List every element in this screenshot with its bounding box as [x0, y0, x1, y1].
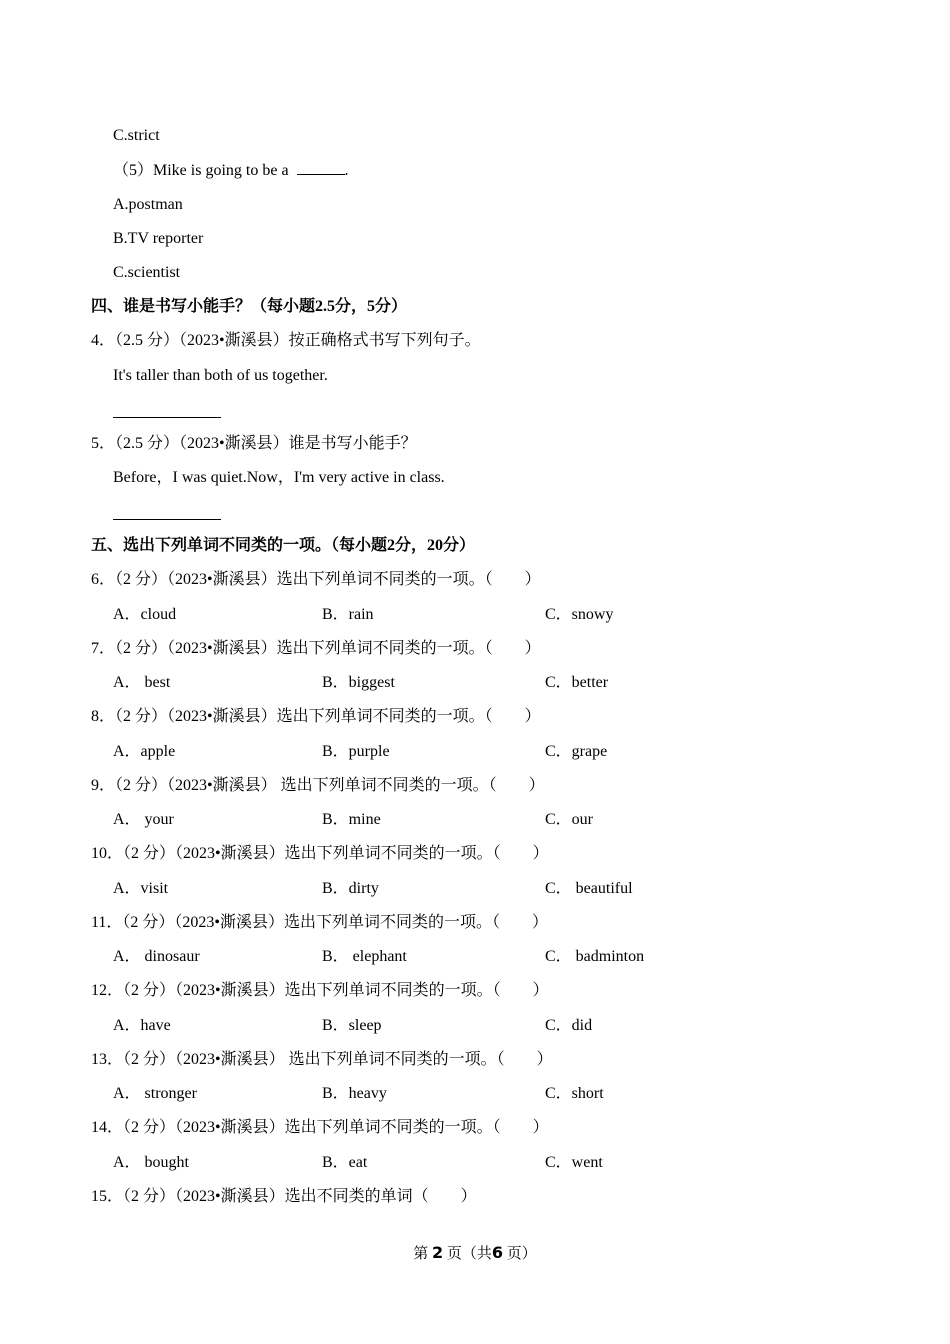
- question-5-sentence: Before，I was quiet.Now，I'm very active in class.: [113, 469, 445, 486]
- question-11-header: 11．（2 分）（2023•澌溪县）选出下列单词不同类的一项。（ ）: [91, 914, 549, 931]
- section-4-title: 四、谁是书写小能手？（每小题2.5分，5分）: [91, 298, 408, 315]
- option-b: B．mine: [322, 811, 381, 828]
- sub-question-5-option-c: C.scientist: [113, 264, 181, 281]
- sub-question-5-option-a: A.postman: [113, 196, 183, 213]
- current-page-number: 2: [431, 1243, 444, 1262]
- footer-prefix: 第: [413, 1246, 429, 1262]
- option-a: A．apple: [113, 743, 176, 760]
- question-5-answer-line: [113, 519, 221, 520]
- option-b: B．dirty: [322, 880, 379, 897]
- sub-question-5-text: （5）Mike is going to be a: [113, 162, 289, 179]
- q4-option-c-line: C.strict: [113, 127, 160, 144]
- question-15-header: 15．（2 分）（2023•澌溪县）选出不同类的单词（ ）: [91, 1188, 477, 1205]
- option-a: A． best: [113, 674, 171, 691]
- option-a: A． bought: [113, 1154, 190, 1171]
- question-7-header: 7．（2 分）（2023•澌溪县）选出下列单词不同类的一项。（ ）: [91, 640, 541, 657]
- option-a: A． your: [113, 811, 174, 828]
- option-c: C．better: [545, 674, 609, 691]
- option-c: C．went: [545, 1154, 603, 1171]
- option-c: C．short: [545, 1085, 604, 1102]
- question-6-header: 6．（2 分）（2023•澌溪县）选出下列单词不同类的一项。（ ）: [91, 571, 541, 588]
- footer-suffix: 页）: [506, 1246, 537, 1262]
- option-a: A．visit: [113, 880, 169, 897]
- option-b: B．rain: [322, 606, 374, 623]
- question-9-header: 9．（2 分）（2023•澌溪县） 选出下列单词不同类的一项。（ ）: [91, 777, 545, 794]
- question-10-header: 10．（2 分）（2023•澌溪县）选出下列单词不同类的一项。（ ）: [91, 845, 549, 862]
- option-b: B． elephant: [322, 948, 407, 965]
- answer-blank: [297, 160, 345, 175]
- question-4-header: 4．（2.5 分）（2023•澌溪县）按正确格式书写下列句子。: [91, 332, 481, 349]
- sub-question-5-end: .: [344, 162, 349, 179]
- question-12-header: 12．（2 分）（2023•澌溪县）选出下列单词不同类的一项。（ ）: [91, 982, 549, 999]
- option-b: B．sleep: [322, 1017, 382, 1034]
- option-c: C． beautiful: [545, 880, 633, 897]
- option-b: B．purple: [322, 743, 390, 760]
- option-c: C． badminton: [545, 948, 645, 965]
- total-pages: 6: [491, 1243, 504, 1262]
- option-a: A．have: [113, 1017, 171, 1034]
- question-5-header: 5．（2.5 分）（2023•澌溪县）谁是书写小能手？: [91, 435, 417, 452]
- option-b: B．biggest: [322, 674, 395, 691]
- footer-middle: 页（共: [446, 1246, 492, 1262]
- sub-question-5: [113, 160, 349, 181]
- option-a: A． dinosaur: [113, 948, 200, 965]
- option-b: B．eat: [322, 1154, 368, 1171]
- section-5-title: 五、选出下列单词不同类的一项。（每小题2分，20分）: [91, 537, 476, 554]
- page-footer: [0, 1243, 950, 1264]
- question-13-header: 13．（2 分）（2023•澌溪县） 选出下列单词不同类的一项。（ ）: [91, 1051, 553, 1068]
- option-a: A．cloud: [113, 606, 177, 623]
- option-c: C．snowy: [545, 606, 614, 623]
- question-4-answer-line: [113, 417, 221, 418]
- option-b: B．heavy: [322, 1085, 387, 1102]
- question-8-header: 8．（2 分）（2023•澌溪县）选出下列单词不同类的一项。（ ）: [91, 708, 541, 725]
- option-c: C．our: [545, 811, 594, 828]
- option-c: C．did: [545, 1017, 593, 1034]
- option-a: A． stronger: [113, 1085, 197, 1102]
- question-14-header: 14．（2 分）（2023•澌溪县）选出下列单词不同类的一项。（ ）: [91, 1119, 549, 1136]
- option-c: C．grape: [545, 743, 608, 760]
- question-4-sentence: It's taller than both of us together.: [113, 367, 328, 384]
- sub-question-5-option-b: B.TV reporter: [113, 230, 204, 247]
